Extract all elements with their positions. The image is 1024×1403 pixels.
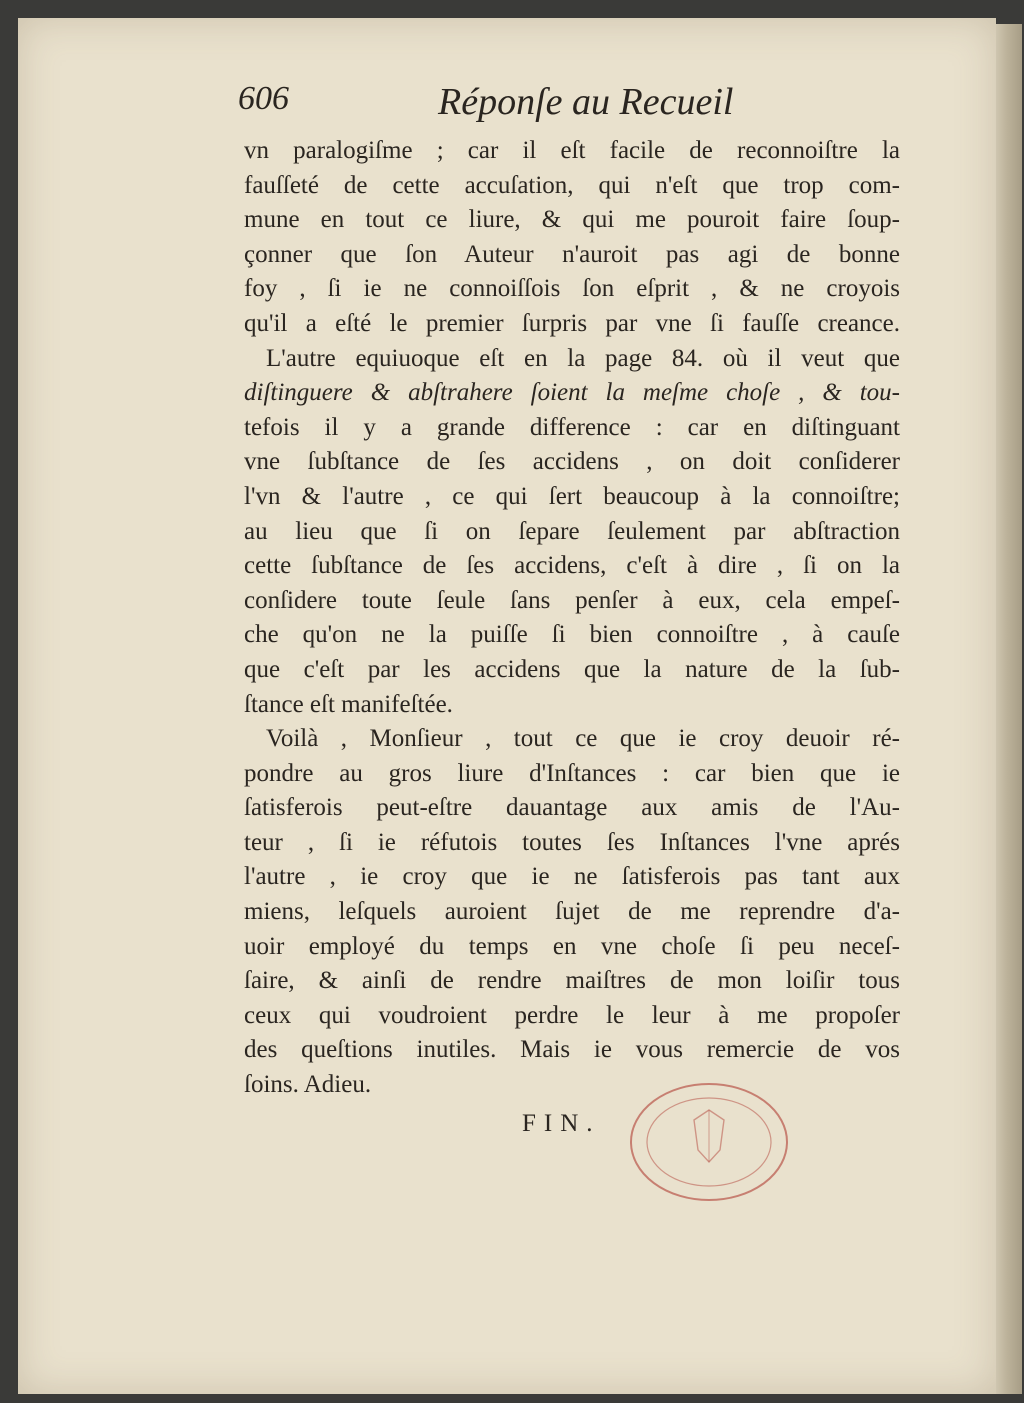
text-line: l'autre , ie croy que ie ne ſatisferois pas tant aux: [244, 863, 900, 891]
text-line: conſidere toute ſeule ſans penſer à eux, cela empeſ-: [244, 586, 900, 614]
library-stamp: [624, 1080, 794, 1208]
text-line: mune en tout ce liure, & qui me pouroit faire ſoup-: [244, 206, 900, 234]
text-line: que c'eſt par les accidens que la nature de la ſub-: [244, 655, 900, 683]
text-line: vn paralogiſme ; car il eſt facile de reconnoiſtre la: [244, 137, 900, 164]
page-number: 606: [238, 80, 289, 117]
text-line: ſoins. Adieu.: [244, 1071, 372, 1099]
body-text: [244, 134, 900, 1103]
paragraph-start-line: L'autre equiuoque eſt en la page 84. où il veut que: [266, 344, 900, 372]
text-line: des queſtions inutiles. Mais ie vous remercie de vos: [244, 1036, 900, 1064]
text-line: ſatisferois peut-eſtre dauantage aux amis de l'Au-: [244, 794, 900, 822]
text-line: miens, leſquels auroient ſujet de me reprendre d'a-: [244, 898, 900, 926]
text-line: diſtinguere & abſtrahere ſoient la meſme choſe , & tou-: [244, 379, 900, 407]
text-line: uoir employé du temps en vne choſe ſi peu neceſ-: [244, 932, 900, 960]
text-line: ſtance eſt manifeſtée.: [244, 690, 453, 718]
text-line: foy , ſi ie ne connoiſſois ſon eſprit , & ne croyois: [244, 275, 900, 303]
page-edge-stack: [996, 24, 1022, 1394]
text-line: pondre au gros liure d'Inſtances : car bien que ie: [244, 759, 900, 787]
text-line: vne ſubſtance de ſes accidens , on doit conſiderer: [244, 448, 900, 476]
text-line: fauſſeté de cette accuſation, qui n'eſt que trop com-: [244, 171, 900, 199]
text-line: cette ſubſtance de ſes accidens, c'eſt à dire , ſi on la: [244, 552, 900, 580]
text-line: qu'il a eſté le premier ſurpris par vne ſi fauſſe creance.: [244, 309, 900, 337]
text-line: che qu'on ne la puiſſe ſi bien connoiſtre , à cauſe: [244, 621, 900, 649]
text-line: çonner que ſon Auteur n'auroit pas agi de bonne: [244, 240, 900, 268]
fin-closing: FIN.: [522, 1110, 601, 1137]
running-title: Réponſe au Recueil: [438, 81, 734, 123]
page-header: [238, 80, 900, 130]
text-line: ſaire, & ainſi de rendre maiſtres de mon loiſir tous: [244, 967, 900, 995]
paragraph-start-line: Voilà , Monſieur , tout ce que ie croy deuoir ré-: [266, 725, 900, 753]
text-line: au lieu que ſi on ſepare ſeulement par abſtraction: [244, 517, 900, 545]
text-line: l'vn & l'autre , ce qui ſert beaucoup à la connoiſtre;: [244, 482, 900, 510]
text-line: tefois il y a grande difference : car en diſtinguant: [244, 413, 900, 441]
text-line: teur , ſi ie réfutois toutes ſes Inſtances l'vne aprés: [244, 828, 900, 856]
text-line: ceux qui voudroient perdre le leur à me propoſer: [244, 1001, 900, 1029]
